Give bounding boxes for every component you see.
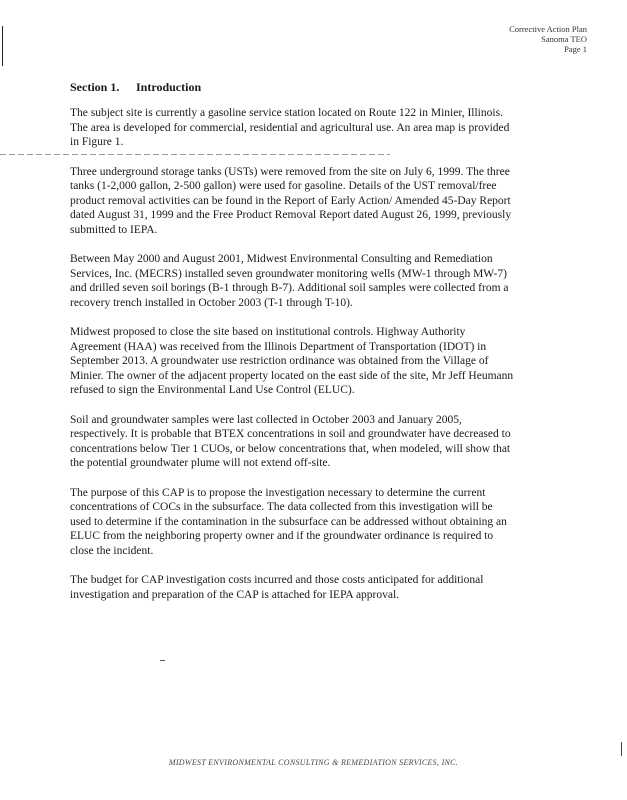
section-title: Introduction [136,80,202,94]
header-document-title: Corrective Action Plan [509,24,587,34]
paragraph: Three underground storage tanks (USTs) were removed from the site on July 6, 1999. The three tanks (1-2,000 gallon, 2-500 gallon) were used for gasoline. Details of the UST removal/free product removal activities can be found in the Report of Early Action/ Amended 45-Day Report dated August 31, 1999 and the Free Product Removal Report dated August 26, 1999, previously submitted to IEPA. [70,165,512,236]
header-site-name: Sanoma TEO [541,34,587,44]
body-text [70,106,536,617]
scan-margin-mark [2,26,3,66]
paragraph: Soil and groundwater samples were last collected in October 2003 and January 2005, respectively. It is probable that BTEX concentrations in soil and groundwater have decreased to concentrations below Tier 1 CUOs, or below concentrations that, when modeled, will show that the potential groundwater plume will not extend off-site. [70,413,511,469]
section-heading [70,80,201,95]
paragraph: The purpose of this CAP is to propose the investigation necessary to determine the current concentrations of COCs in the subsurface. The data collected from this investigation will be used to determine if the contamination in the subsurface can be addressed without obtaining an ELUC from the neighboring property owner and if the groundwater ordinance is required to close the incident. [70,486,507,557]
header-page-number: Page 1 [564,44,587,54]
paragraph: Between May 2000 and August 2001, Midwest Environmental Consulting and Remediation Services, Inc. (MECRS) installed seven groundwater monitoring wells (MW-1 through MW-7) and drilled seven soil borings (B-1 through B-7). Additional soil samples were collected from a recovery trench installed in October 2003 (T-1 through T-10). [70,253,509,309]
page-footer: MIDWEST ENVIRONMENTAL CONSULTING & REMEDIATION SERVICES, INC. [168,758,459,767]
scan-artifact-dot [160,660,165,661]
paragraph: Midwest proposed to close the site based on institutional controls. Highway Authority Agreement (HAA) was received from the Illinois Department of Transportation (IDOT) in September 2013. A groundwater use restriction ordinance was obtained from the Village of Minier. The owner of the adjacent property located on the east side of the site, Mr Jeff Heumann refused to sign the Environmental Land Use Control (ELUC). [70,326,514,396]
scan-margin-mark-right [621,742,622,756]
paragraph: The budget for CAP investigation costs incurred and those costs anticipated for additional investigation and preparation of the CAP is attached for IEPA approval. [70,574,484,601]
paragraph: The subject site is currently a gasoline service station located on Route 122 in Minier, Illinois. The area is developed for commercial, residential and agricultural use. An area map is provided in Figure 1. [70,107,510,148]
page-header [509,24,587,54]
section-number: Section 1. [70,80,120,94]
